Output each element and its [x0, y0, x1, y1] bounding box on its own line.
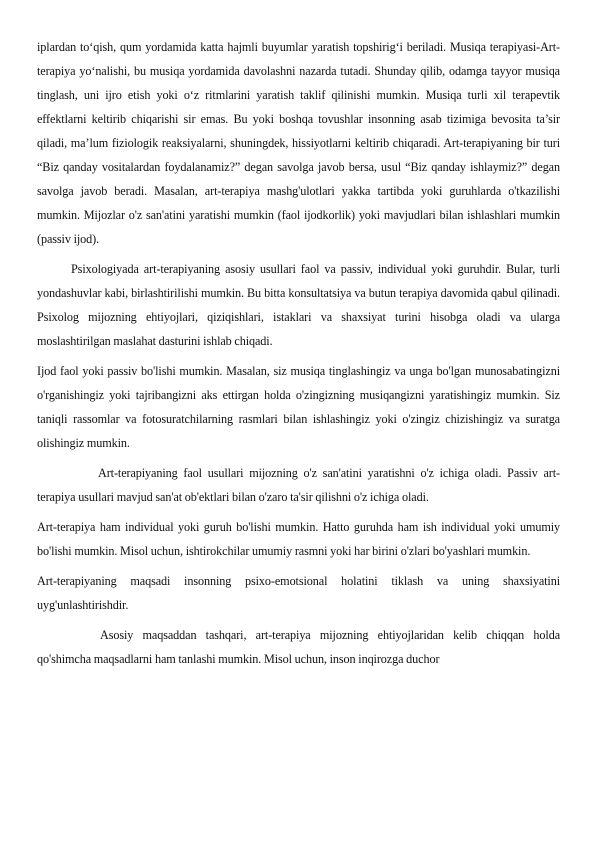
- paragraph-active-passive-creation: Ijod faol yoki passiv bo'lishi mumkin. Masalan, siz musiqa tinglashingiz va unga bo'lgan munosabatingizni o'rganishingiz yoki tajribangizni aks ettirgan holda o'zingizning musiqangizni yaratishingiz mumkin. Siz taniqli rassomlar va fotosuratchilarning rasmlari bilan ishlashingiz yoki o'zingiz chizishingiz va suratga olishingiz mumkin.: [37, 364, 560, 450]
- paragraph-therapy-goal: Art-terapiyaning maqsadi insonning psixo-emotsional holatini tiklash va uning shaxsiyatini uyg'unlashtirishdir.: [37, 574, 560, 612]
- paragraph-individual-group: Art-terapiya ham individual yoki guruh bo'lishi mumkin. Hatto guruhda ham ish individual yoki umumiy bo'lishi mumkin. Misol uchun, ishtirokchilar umumiy rasmni yoki har birini o'zlari bo'yashlari mumkin.: [37, 520, 560, 558]
- paragraph-music-therapy: iplardan to‘qish, qum yordamida katta hajmli buyumlar yaratish topshirig‘i beriladi. Musiqa terapiyasi-Art-terapiya yo‘nalishi, bu musiqa yordamida davolashni nazarda tutadi. Shunday qilib, odamga tayyor musiqa tinglash, uni ijro etish yoki o‘z ritmlarini yaratish taklif qilinishi mumkin. Musiqa turli xil terapevtik effektlarni keltirib chiqarishi sir emas. Bu yoki boshqa tovushlar insonning asab tizimiga bevosita ta’sir qiladi, ma’lum fiziologik reaksiyalarni, shuningdek, hissiyotlarni keltirib chiqaradi. Art-terapiyaning bir turi “Biz qanday vositalardan foydalanamiz?” degan savolga javob bersa, usul “Biz qanday ishlaymiz?” degan savolga javob beradi. Masalan, art-terapiya mashg'ulotlari yakka tartibda yoki guruhlarda o'tkazilishi mumkin. Mijozlar o'z san'atini yaratishi mumkin (faol ijodkorlik) yoki mavjudlari bilan ishlashlari mumkin (passiv ijod).: [37, 40, 560, 246]
- paragraph-main-methods: Psixologiyada art-terapiyaning asosiy usullari faol va passiv, individual yoki guruhdir. Bular, turli yondashuvlar kabi, birlashtirilishi mumkin. Bu bitta konsultatsiya va butun terapiya davomida qabul qilinadi. Psixolog mijozning ehtiyojlari, qiziqishlari, istaklari va shaxsiyat turini hisobga oladi va ularga moslashtirilgan maslahat dasturini ishlab chiqadi.: [37, 262, 560, 348]
- paragraph-active-methods: Art-terapiyaning faol usullari mijozning o'z san'atini yaratishni o'z ichiga oladi. Passiv art-terapiya usullari mavjud san'at ob'ektlari bilan o'zaro ta'sir qilishni o'z ichiga oladi.: [37, 466, 560, 504]
- paragraph-additional-goals: Asosiy maqsaddan tashqari, art-terapiya mijozning ehtiyojlaridan kelib chiqqan holda qo'shimcha maqsadlarni ham tanlashi mumkin. Misol uchun, inson inqirozga duchor: [37, 628, 560, 666]
- document-page: [37, 35, 560, 671]
